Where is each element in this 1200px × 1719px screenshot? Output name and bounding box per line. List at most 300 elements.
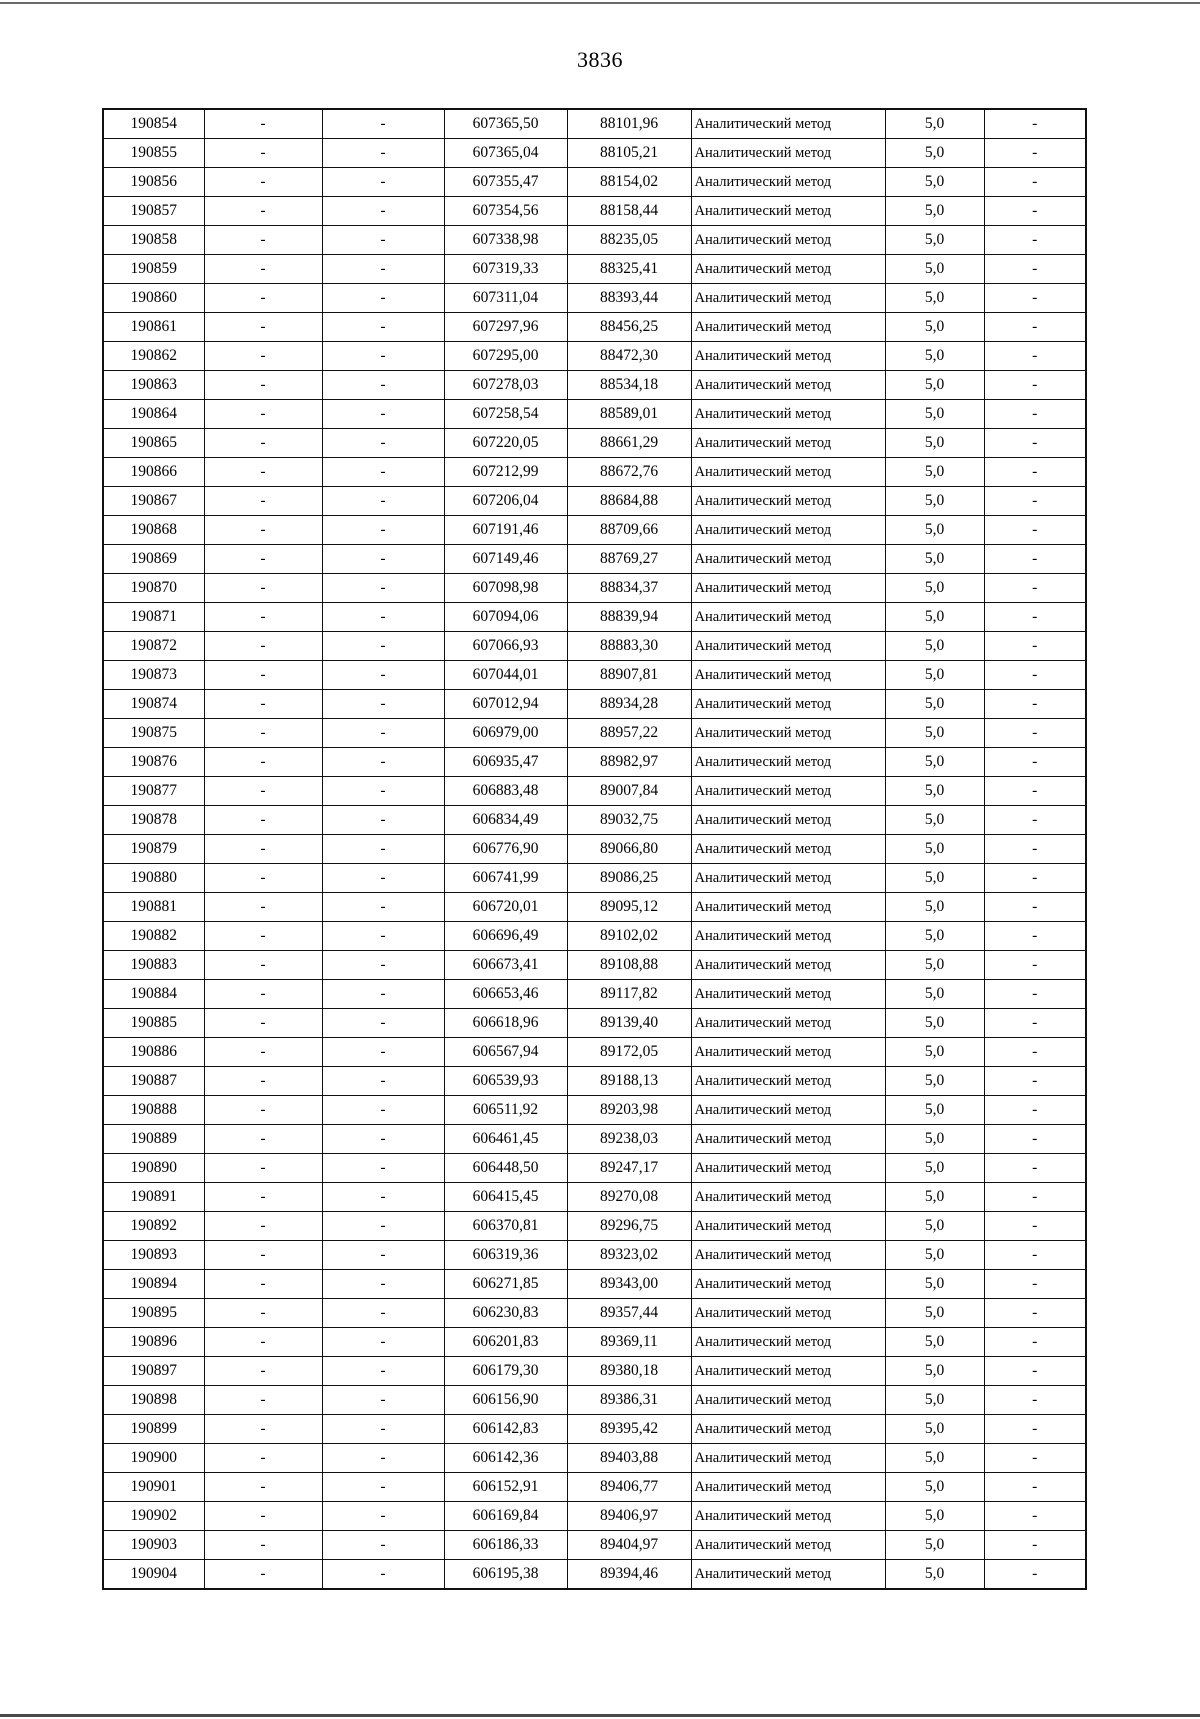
empty-cell-c: - [984, 1328, 1086, 1357]
point-number-cell: 190868 [103, 516, 204, 545]
empty-cell-b: - [322, 1154, 444, 1183]
accuracy-cell: 5,0 [885, 603, 984, 632]
y-coordinate-cell: 88907,81 [567, 661, 691, 690]
empty-cell-a: - [204, 1096, 322, 1125]
table-row [103, 835, 1086, 864]
accuracy-cell: 5,0 [885, 719, 984, 748]
table-row [103, 893, 1086, 922]
empty-cell-c: - [984, 1357, 1086, 1386]
y-coordinate-cell: 89406,77 [567, 1473, 691, 1502]
x-coordinate-cell: 606883,48 [444, 777, 567, 806]
method-cell: Аналитический метод [691, 168, 885, 197]
method-cell: Аналитический метод [691, 516, 885, 545]
table-row [103, 951, 1086, 980]
empty-cell-a: - [204, 109, 322, 139]
x-coordinate-cell: 606720,01 [444, 893, 567, 922]
empty-cell-c: - [984, 922, 1086, 951]
empty-cell-c: - [984, 1125, 1086, 1154]
method-cell: Аналитический метод [691, 429, 885, 458]
empty-cell-b: - [322, 255, 444, 284]
empty-cell-c: - [984, 864, 1086, 893]
y-coordinate-cell: 89404,97 [567, 1531, 691, 1560]
point-number-cell: 190874 [103, 690, 204, 719]
point-number-cell: 190901 [103, 1473, 204, 1502]
x-coordinate-cell: 606696,49 [444, 922, 567, 951]
empty-cell-b: - [322, 400, 444, 429]
y-coordinate-cell: 89203,98 [567, 1096, 691, 1125]
accuracy-cell: 5,0 [885, 342, 984, 371]
empty-cell-a: - [204, 835, 322, 864]
method-cell: Аналитический метод [691, 980, 885, 1009]
y-coordinate-cell: 89369,11 [567, 1328, 691, 1357]
empty-cell-b: - [322, 748, 444, 777]
y-coordinate-cell: 88154,02 [567, 168, 691, 197]
method-cell: Аналитический метод [691, 1502, 885, 1531]
y-coordinate-cell: 89247,17 [567, 1154, 691, 1183]
accuracy-cell: 5,0 [885, 1183, 984, 1212]
method-cell: Аналитический метод [691, 835, 885, 864]
empty-cell-c: - [984, 1502, 1086, 1531]
empty-cell-c: - [984, 487, 1086, 516]
empty-cell-c: - [984, 1444, 1086, 1473]
y-coordinate-cell: 88982,97 [567, 748, 691, 777]
accuracy-cell: 5,0 [885, 806, 984, 835]
method-cell: Аналитический метод [691, 1212, 885, 1241]
empty-cell-c: - [984, 1183, 1086, 1212]
table-row [103, 1038, 1086, 1067]
empty-cell-a: - [204, 516, 322, 545]
method-cell: Аналитический метод [691, 545, 885, 574]
empty-cell-b: - [322, 1415, 444, 1444]
x-coordinate-cell: 607354,56 [444, 197, 567, 226]
point-number-cell: 190885 [103, 1009, 204, 1038]
accuracy-cell: 5,0 [885, 1415, 984, 1444]
method-cell: Аналитический метод [691, 1096, 885, 1125]
empty-cell-b: - [322, 168, 444, 197]
y-coordinate-cell: 88472,30 [567, 342, 691, 371]
accuracy-cell: 5,0 [885, 1270, 984, 1299]
empty-cell-c: - [984, 139, 1086, 168]
method-cell: Аналитический метод [691, 1270, 885, 1299]
empty-cell-c: - [984, 168, 1086, 197]
y-coordinate-cell: 88534,18 [567, 371, 691, 400]
empty-cell-a: - [204, 1473, 322, 1502]
empty-cell-a: - [204, 748, 322, 777]
method-cell: Аналитический метод [691, 1415, 885, 1444]
x-coordinate-cell: 607355,47 [444, 168, 567, 197]
method-cell: Аналитический метод [691, 371, 885, 400]
method-cell: Аналитический метод [691, 197, 885, 226]
accuracy-cell: 5,0 [885, 1009, 984, 1038]
x-coordinate-cell: 607365,04 [444, 139, 567, 168]
method-cell: Аналитический метод [691, 226, 885, 255]
empty-cell-c: - [984, 603, 1086, 632]
table-row [103, 139, 1086, 168]
empty-cell-b: - [322, 284, 444, 313]
empty-cell-b: - [322, 951, 444, 980]
x-coordinate-cell: 606319,36 [444, 1241, 567, 1270]
point-number-cell: 190861 [103, 313, 204, 342]
empty-cell-b: - [322, 1009, 444, 1038]
method-cell: Аналитический метод [691, 1038, 885, 1067]
empty-cell-b: - [322, 197, 444, 226]
point-number-cell: 190862 [103, 342, 204, 371]
empty-cell-b: - [322, 574, 444, 603]
accuracy-cell: 5,0 [885, 1154, 984, 1183]
empty-cell-c: - [984, 1154, 1086, 1183]
accuracy-cell: 5,0 [885, 516, 984, 545]
method-cell: Аналитический метод [691, 458, 885, 487]
accuracy-cell: 5,0 [885, 864, 984, 893]
table-row [103, 1444, 1086, 1473]
empty-cell-c: - [984, 429, 1086, 458]
accuracy-cell: 5,0 [885, 429, 984, 458]
point-number-cell: 190854 [103, 109, 204, 139]
y-coordinate-cell: 89296,75 [567, 1212, 691, 1241]
table-body [103, 109, 1086, 1589]
x-coordinate-cell: 607066,93 [444, 632, 567, 661]
point-number-cell: 190878 [103, 806, 204, 835]
y-coordinate-cell: 89323,02 [567, 1241, 691, 1270]
y-coordinate-cell: 89102,02 [567, 922, 691, 951]
table-row [103, 1154, 1086, 1183]
y-coordinate-cell: 89117,82 [567, 980, 691, 1009]
accuracy-cell: 5,0 [885, 690, 984, 719]
table-row [103, 980, 1086, 1009]
table-row [103, 632, 1086, 661]
table-row [103, 1183, 1086, 1212]
y-coordinate-cell: 89188,13 [567, 1067, 691, 1096]
table-row [103, 1067, 1086, 1096]
table-row [103, 1009, 1086, 1038]
empty-cell-a: - [204, 1357, 322, 1386]
accuracy-cell: 5,0 [885, 284, 984, 313]
point-number-cell: 190864 [103, 400, 204, 429]
method-cell: Аналитический метод [691, 1183, 885, 1212]
y-coordinate-cell: 88934,28 [567, 690, 691, 719]
accuracy-cell: 5,0 [885, 458, 984, 487]
point-number-cell: 190877 [103, 777, 204, 806]
point-number-cell: 190884 [103, 980, 204, 1009]
x-coordinate-cell: 607220,05 [444, 429, 567, 458]
method-cell: Аналитический метод [691, 777, 885, 806]
empty-cell-a: - [204, 1154, 322, 1183]
empty-cell-b: - [322, 632, 444, 661]
accuracy-cell: 5,0 [885, 1357, 984, 1386]
y-coordinate-cell: 88672,76 [567, 458, 691, 487]
method-cell: Аналитический метод [691, 342, 885, 371]
empty-cell-b: - [322, 1096, 444, 1125]
accuracy-cell: 5,0 [885, 1531, 984, 1560]
x-coordinate-cell: 607311,04 [444, 284, 567, 313]
point-number-cell: 190887 [103, 1067, 204, 1096]
empty-cell-b: - [322, 109, 444, 139]
empty-cell-c: - [984, 255, 1086, 284]
empty-cell-c: - [984, 226, 1086, 255]
x-coordinate-cell: 606461,45 [444, 1125, 567, 1154]
empty-cell-b: - [322, 719, 444, 748]
y-coordinate-cell: 88839,94 [567, 603, 691, 632]
empty-cell-c: - [984, 574, 1086, 603]
empty-cell-a: - [204, 313, 322, 342]
y-coordinate-cell: 88769,27 [567, 545, 691, 574]
empty-cell-a: - [204, 719, 322, 748]
method-cell: Аналитический метод [691, 690, 885, 719]
empty-cell-c: - [984, 951, 1086, 980]
method-cell: Аналитический метод [691, 661, 885, 690]
y-coordinate-cell: 88105,21 [567, 139, 691, 168]
empty-cell-a: - [204, 1531, 322, 1560]
point-number-cell: 190904 [103, 1560, 204, 1590]
x-coordinate-cell: 606834,49 [444, 806, 567, 835]
empty-cell-a: - [204, 1212, 322, 1241]
method-cell: Аналитический метод [691, 864, 885, 893]
empty-cell-b: - [322, 1125, 444, 1154]
x-coordinate-cell: 606169,84 [444, 1502, 567, 1531]
method-cell: Аналитический метод [691, 1328, 885, 1357]
method-cell: Аналитический метод [691, 603, 885, 632]
empty-cell-c: - [984, 748, 1086, 777]
empty-cell-b: - [322, 1531, 444, 1560]
empty-cell-c: - [984, 400, 1086, 429]
x-coordinate-cell: 606186,33 [444, 1531, 567, 1560]
y-coordinate-cell: 88957,22 [567, 719, 691, 748]
table-row [103, 545, 1086, 574]
empty-cell-b: - [322, 864, 444, 893]
y-coordinate-cell: 89032,75 [567, 806, 691, 835]
method-cell: Аналитический метод [691, 1473, 885, 1502]
accuracy-cell: 5,0 [885, 1299, 984, 1328]
y-coordinate-cell: 89066,80 [567, 835, 691, 864]
empty-cell-c: - [984, 1067, 1086, 1096]
table-row [103, 574, 1086, 603]
table-row [103, 1531, 1086, 1560]
table-row [103, 777, 1086, 806]
accuracy-cell: 5,0 [885, 197, 984, 226]
empty-cell-a: - [204, 1560, 322, 1590]
empty-cell-b: - [322, 1183, 444, 1212]
empty-cell-a: - [204, 1270, 322, 1299]
x-coordinate-cell: 606673,41 [444, 951, 567, 980]
method-cell: Аналитический метод [691, 1386, 885, 1415]
point-number-cell: 190899 [103, 1415, 204, 1444]
y-coordinate-cell: 88883,30 [567, 632, 691, 661]
point-number-cell: 190881 [103, 893, 204, 922]
empty-cell-b: - [322, 1560, 444, 1590]
method-cell: Аналитический метод [691, 893, 885, 922]
empty-cell-b: - [322, 1328, 444, 1357]
empty-cell-b: - [322, 777, 444, 806]
empty-cell-c: - [984, 516, 1086, 545]
point-number-cell: 190883 [103, 951, 204, 980]
table-row [103, 371, 1086, 400]
y-coordinate-cell: 89406,97 [567, 1502, 691, 1531]
y-coordinate-cell: 89357,44 [567, 1299, 691, 1328]
point-number-cell: 190893 [103, 1241, 204, 1270]
y-coordinate-cell: 88661,29 [567, 429, 691, 458]
y-coordinate-cell: 89395,42 [567, 1415, 691, 1444]
empty-cell-a: - [204, 1125, 322, 1154]
x-coordinate-cell: 606776,90 [444, 835, 567, 864]
accuracy-cell: 5,0 [885, 951, 984, 980]
accuracy-cell: 5,0 [885, 922, 984, 951]
table-row [103, 1357, 1086, 1386]
point-number-cell: 190866 [103, 458, 204, 487]
empty-cell-b: - [322, 1444, 444, 1473]
empty-cell-c: - [984, 1009, 1086, 1038]
y-coordinate-cell: 89086,25 [567, 864, 691, 893]
method-cell: Аналитический метод [691, 1125, 885, 1154]
table-row [103, 400, 1086, 429]
empty-cell-b: - [322, 458, 444, 487]
point-number-cell: 190856 [103, 168, 204, 197]
accuracy-cell: 5,0 [885, 487, 984, 516]
method-cell: Аналитический метод [691, 313, 885, 342]
accuracy-cell: 5,0 [885, 1038, 984, 1067]
empty-cell-b: - [322, 806, 444, 835]
y-coordinate-cell: 89172,05 [567, 1038, 691, 1067]
point-number-cell: 190879 [103, 835, 204, 864]
empty-cell-a: - [204, 342, 322, 371]
point-number-cell: 190855 [103, 139, 204, 168]
table-row [103, 429, 1086, 458]
empty-cell-a: - [204, 400, 322, 429]
table-row [103, 458, 1086, 487]
empty-cell-a: - [204, 980, 322, 1009]
accuracy-cell: 5,0 [885, 893, 984, 922]
x-coordinate-cell: 607295,00 [444, 342, 567, 371]
table-row [103, 1560, 1086, 1590]
table-row [103, 864, 1086, 893]
accuracy-cell: 5,0 [885, 168, 984, 197]
x-coordinate-cell: 606511,92 [444, 1096, 567, 1125]
accuracy-cell: 5,0 [885, 1502, 984, 1531]
accuracy-cell: 5,0 [885, 545, 984, 574]
table-row [103, 516, 1086, 545]
empty-cell-b: - [322, 1386, 444, 1415]
accuracy-cell: 5,0 [885, 109, 984, 139]
empty-cell-c: - [984, 1386, 1086, 1415]
empty-cell-a: - [204, 429, 322, 458]
accuracy-cell: 5,0 [885, 748, 984, 777]
x-coordinate-cell: 606539,93 [444, 1067, 567, 1096]
x-coordinate-cell: 607212,99 [444, 458, 567, 487]
y-coordinate-cell: 89139,40 [567, 1009, 691, 1038]
table-row [103, 226, 1086, 255]
empty-cell-a: - [204, 603, 322, 632]
empty-cell-a: - [204, 545, 322, 574]
empty-cell-a: - [204, 1386, 322, 1415]
empty-cell-a: - [204, 1502, 322, 1531]
y-coordinate-cell: 88101,96 [567, 109, 691, 139]
empty-cell-a: - [204, 777, 322, 806]
empty-cell-b: - [322, 1067, 444, 1096]
point-number-cell: 190876 [103, 748, 204, 777]
x-coordinate-cell: 606618,96 [444, 1009, 567, 1038]
coordinates-table [102, 108, 1087, 1590]
empty-cell-a: - [204, 255, 322, 284]
y-coordinate-cell: 89394,46 [567, 1560, 691, 1590]
point-number-cell: 190865 [103, 429, 204, 458]
empty-cell-b: - [322, 1270, 444, 1299]
accuracy-cell: 5,0 [885, 400, 984, 429]
y-coordinate-cell: 89095,12 [567, 893, 691, 922]
y-coordinate-cell: 89403,88 [567, 1444, 691, 1473]
method-cell: Аналитический метод [691, 922, 885, 951]
empty-cell-b: - [322, 516, 444, 545]
accuracy-cell: 5,0 [885, 835, 984, 864]
table-row [103, 1270, 1086, 1299]
x-coordinate-cell: 607278,03 [444, 371, 567, 400]
point-number-cell: 190889 [103, 1125, 204, 1154]
x-coordinate-cell: 607044,01 [444, 661, 567, 690]
y-coordinate-cell: 89108,88 [567, 951, 691, 980]
x-coordinate-cell: 607338,98 [444, 226, 567, 255]
x-coordinate-cell: 607149,46 [444, 545, 567, 574]
y-coordinate-cell: 88834,37 [567, 574, 691, 603]
empty-cell-c: - [984, 1560, 1086, 1590]
empty-cell-b: - [322, 893, 444, 922]
empty-cell-c: - [984, 632, 1086, 661]
table-row [103, 1415, 1086, 1444]
x-coordinate-cell: 607191,46 [444, 516, 567, 545]
table-row [103, 922, 1086, 951]
empty-cell-a: - [204, 284, 322, 313]
method-cell: Аналитический метод [691, 1009, 885, 1038]
table-row [103, 1096, 1086, 1125]
empty-cell-c: - [984, 1473, 1086, 1502]
point-number-cell: 190870 [103, 574, 204, 603]
empty-cell-b: - [322, 429, 444, 458]
x-coordinate-cell: 606271,85 [444, 1270, 567, 1299]
table-row [103, 690, 1086, 719]
x-coordinate-cell: 606653,46 [444, 980, 567, 1009]
point-number-cell: 190867 [103, 487, 204, 516]
x-coordinate-cell: 606142,83 [444, 1415, 567, 1444]
x-coordinate-cell: 607297,96 [444, 313, 567, 342]
table-row [103, 1241, 1086, 1270]
empty-cell-a: - [204, 574, 322, 603]
empty-cell-b: - [322, 661, 444, 690]
table-row [103, 1212, 1086, 1241]
empty-cell-a: - [204, 893, 322, 922]
empty-cell-c: - [984, 313, 1086, 342]
x-coordinate-cell: 606979,00 [444, 719, 567, 748]
y-coordinate-cell: 88456,25 [567, 313, 691, 342]
x-coordinate-cell: 607206,04 [444, 487, 567, 516]
point-number-cell: 190860 [103, 284, 204, 313]
point-number-cell: 190880 [103, 864, 204, 893]
x-coordinate-cell: 607365,50 [444, 109, 567, 139]
x-coordinate-cell: 606448,50 [444, 1154, 567, 1183]
method-cell: Аналитический метод [691, 284, 885, 313]
empty-cell-a: - [204, 690, 322, 719]
table-row [103, 487, 1086, 516]
empty-cell-c: - [984, 545, 1086, 574]
empty-cell-a: - [204, 806, 322, 835]
table-row [103, 284, 1086, 313]
empty-cell-c: - [984, 661, 1086, 690]
empty-cell-c: - [984, 777, 1086, 806]
point-number-cell: 190895 [103, 1299, 204, 1328]
point-number-cell: 190882 [103, 922, 204, 951]
y-coordinate-cell: 88589,01 [567, 400, 691, 429]
method-cell: Аналитический метод [691, 806, 885, 835]
y-coordinate-cell: 89238,03 [567, 1125, 691, 1154]
empty-cell-a: - [204, 458, 322, 487]
point-number-cell: 190871 [103, 603, 204, 632]
x-coordinate-cell: 606567,94 [444, 1038, 567, 1067]
